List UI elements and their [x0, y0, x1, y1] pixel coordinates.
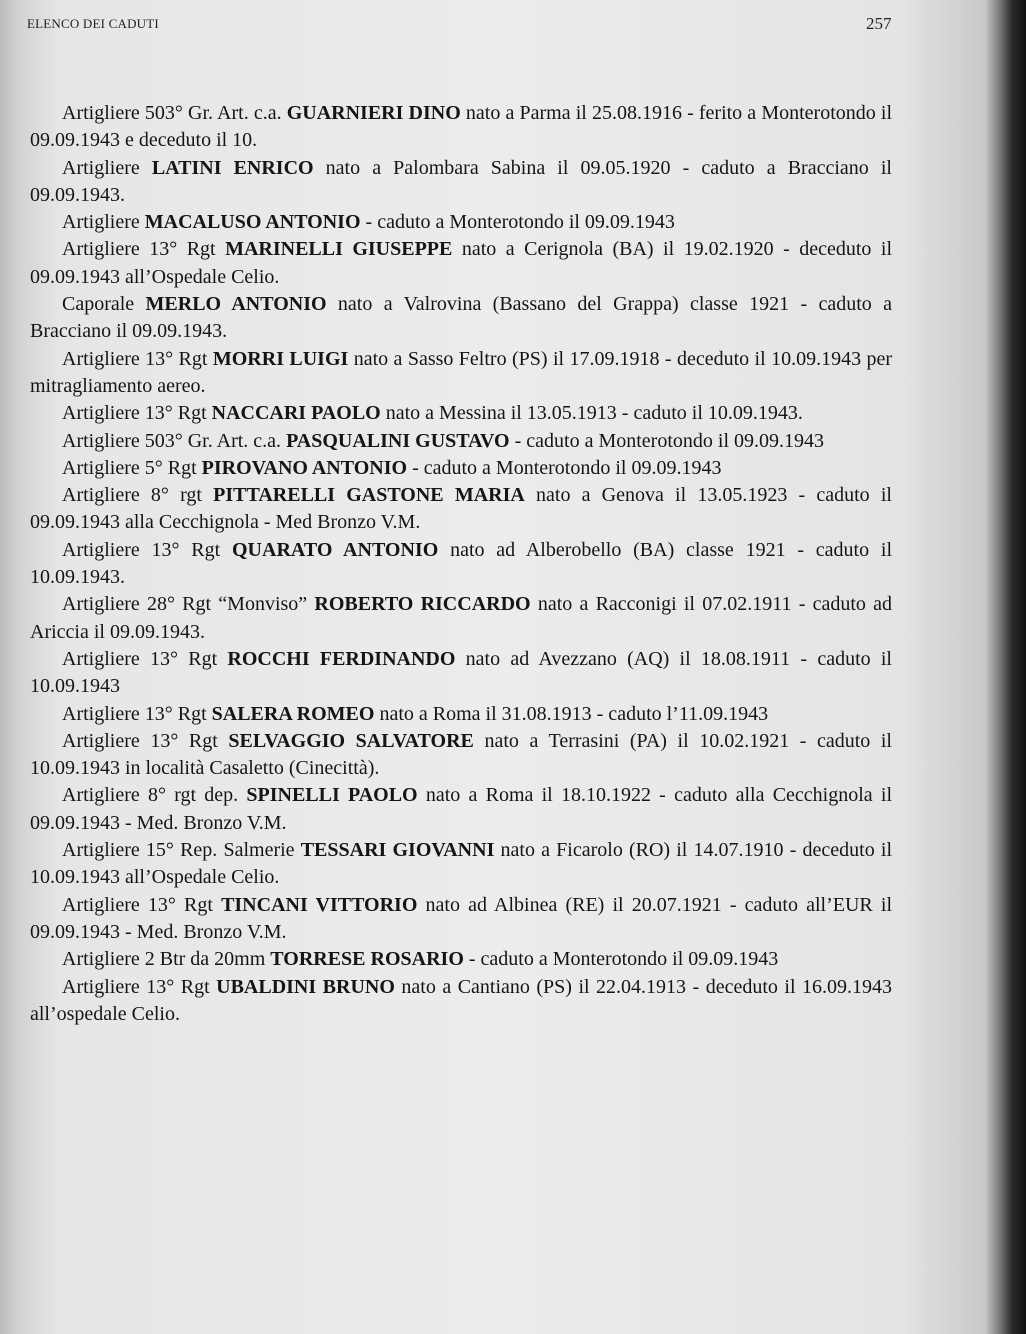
entry-rank: Artigliere 13° Rgt	[62, 729, 229, 752]
entry-rank: Artigliere 2 Btr da 20mm	[62, 948, 271, 971]
list-item	[30, 209, 892, 236]
list-item	[30, 946, 892, 973]
list-item	[30, 291, 892, 346]
entry-name: TINCANI VITTORIO	[221, 893, 418, 916]
entry-name: MERLO ANTONIO	[145, 293, 327, 316]
entry-rank: Caporale	[62, 293, 146, 316]
entry-name: QUARATO ANTONIO	[232, 538, 439, 561]
list-item	[30, 236, 892, 291]
list-item	[30, 428, 892, 455]
list-item	[30, 400, 892, 427]
list-item	[30, 100, 892, 155]
list-item	[30, 346, 892, 401]
entry-details: nato a Valrovina (Bassano del Grappa) classe 1921 - caduto a Bracciano il 09.09.1943.	[30, 293, 892, 343]
entry-rank: Artigliere 28° Rgt “Monviso”	[62, 593, 315, 616]
entry-details: - caduto a Monterotondo il 09.09.1943	[463, 948, 779, 971]
entry-name: TESSARI GIOVANNI	[300, 839, 495, 862]
entry-details: nato ad Albinea (RE) il 20.07.1921 - caduto all’EUR il 09.09.1943 - Med. Bronzo V.M.	[30, 893, 893, 943]
list-item	[30, 728, 892, 783]
entry-name: SALERA ROMEO	[211, 702, 375, 725]
entry-name: MORRI LUIGI	[212, 347, 349, 370]
entry-rank: Artigliere 503° Gr. Art. c.a.	[62, 102, 287, 124]
entry-details: - caduto a Monterotondo il 09.09.1943	[360, 211, 675, 234]
entry-details: nato a Palombara Sabina il 09.05.1920 - caduto a Bracciano il 09.09.1943.	[30, 156, 892, 206]
entry-details: - caduto a Monterotondo il 09.09.1943	[407, 456, 722, 479]
entry-details: - caduto a Monterotondo il 09.09.1943	[509, 429, 825, 452]
entry-details: nato a Cantiano (PS) il 22.04.1913 - deceduto il 16.09.1943 all’ospedale Celio.	[30, 975, 893, 1025]
entry-name: SPINELLI PAOLO	[246, 784, 418, 807]
entry-rank: Artigliere 13° Rgt	[62, 702, 212, 725]
list-item	[30, 455, 892, 482]
entry-name: PIROVANO ANTONIO	[201, 456, 408, 479]
list-item	[30, 537, 892, 592]
entry-rank: Artigliere	[62, 211, 145, 234]
entry-rank: Artigliere 13° Rgt	[62, 238, 226, 261]
entry-name: TORRESE ROSARIO	[270, 948, 464, 971]
entry-rank: Artigliere 13° Rgt	[62, 402, 212, 425]
entry-name: UBALDINI BRUNO	[216, 975, 395, 998]
entry-rank: Artigliere 13° Rgt	[62, 647, 228, 670]
entry-rank: Artigliere 15° Rep. Salmerie	[62, 839, 301, 862]
entry-details: nato ad Alberobello (BA) classe 1921 - caduto il 10.09.1943.	[30, 538, 893, 589]
list-item	[30, 646, 892, 701]
list-item	[30, 782, 892, 837]
entry-details: nato a Roma il 18.10.1922 - caduto alla Cecchignola il 09.09.1943 - Med. Bronzo V.M.	[30, 784, 893, 834]
entry-rank: Artigliere 13° Rgt	[62, 538, 232, 561]
list-item	[30, 155, 892, 210]
page-number: 257	[866, 14, 892, 33]
entry-name: SELVAGGIO SALVATORE	[228, 729, 474, 752]
entry-details: nato a Sasso Feltro (PS) il 17.09.1918 - deceduto il 10.09.1943 per mitragliamento aereo.	[30, 347, 893, 397]
entry-details: nato a Terrasini (PA) il 10.02.1921 - caduto il 10.09.1943 in località Casaletto (Cinecittà).	[30, 729, 892, 780]
list-item	[30, 482, 892, 537]
entry-name: LATINI ENRICO	[151, 156, 314, 179]
entry-details: nato ad Avezzano (AQ) il 18.08.1911 - caduto il 10.09.1943	[30, 647, 892, 698]
entry-name: PASQUALINI GUSTAVO	[286, 429, 510, 452]
entry-name: ROBERTO RICCARDO	[314, 593, 531, 616]
entry-name: MARINELLI GIUSEPPE	[225, 238, 453, 261]
entry-name: PITTARELLI GASTONE MARIA	[213, 484, 525, 507]
entry-rank: Artigliere 8° rgt dep.	[62, 784, 247, 807]
entry-details: nato a Messina il 13.05.1913 - caduto il 10.09.1943.	[380, 402, 803, 425]
entry-details: nato a Ficarolo (RO) il 14.07.1910 - deceduto il 10.09.1943 all’Ospedale Celio.	[30, 839, 892, 889]
entry-details: nato a Parma il 25.08.1916 - ferito a Monterotondo il 09.09.1943 e deceduto il 10.	[30, 102, 892, 152]
entry-details: nato a Roma il 31.08.1913 - caduto l’11.09.1943	[374, 702, 769, 725]
list-item	[30, 837, 892, 892]
list-item	[30, 974, 892, 1029]
entry-rank: Artigliere 503° Gr. Art. c.a.	[62, 429, 287, 452]
entry-name: NACCARI PAOLO	[211, 402, 381, 425]
entry-details: nato a Cerignola (BA) il 19.02.1920 - deceduto il 09.09.1943 all’Ospedale Celio.	[30, 238, 893, 288]
list-item	[30, 892, 892, 947]
list-item	[30, 701, 892, 728]
entry-rank: Artigliere 13° Rgt	[62, 893, 222, 916]
fallen-list	[30, 100, 892, 1028]
entry-rank: Artigliere 8° rgt	[62, 484, 214, 507]
entry-rank: Artigliere	[62, 156, 152, 179]
entry-details: nato a Racconigi il 07.02.1911 - caduto ad Ariccia il 09.09.1943.	[30, 593, 892, 643]
entry-details: nato a Genova il 13.05.1923 - caduto il 09.09.1943 alla Cecchignola - Med Bronzo V.M.	[30, 484, 892, 534]
entry-rank: Artigliere 5° Rgt	[62, 456, 202, 479]
entry-rank: Artigliere 13° Rgt	[62, 975, 217, 998]
entry-name: MACALUSO ANTONIO	[144, 211, 361, 234]
entry-name: ROCCHI FERDINANDO	[227, 647, 456, 670]
entry-rank: Artigliere 13° Rgt	[62, 347, 213, 370]
list-item	[30, 591, 892, 646]
entry-name: GUARNIERI DINO	[286, 102, 461, 124]
running-head: ELENCO DEI CADUTI	[27, 16, 159, 31]
